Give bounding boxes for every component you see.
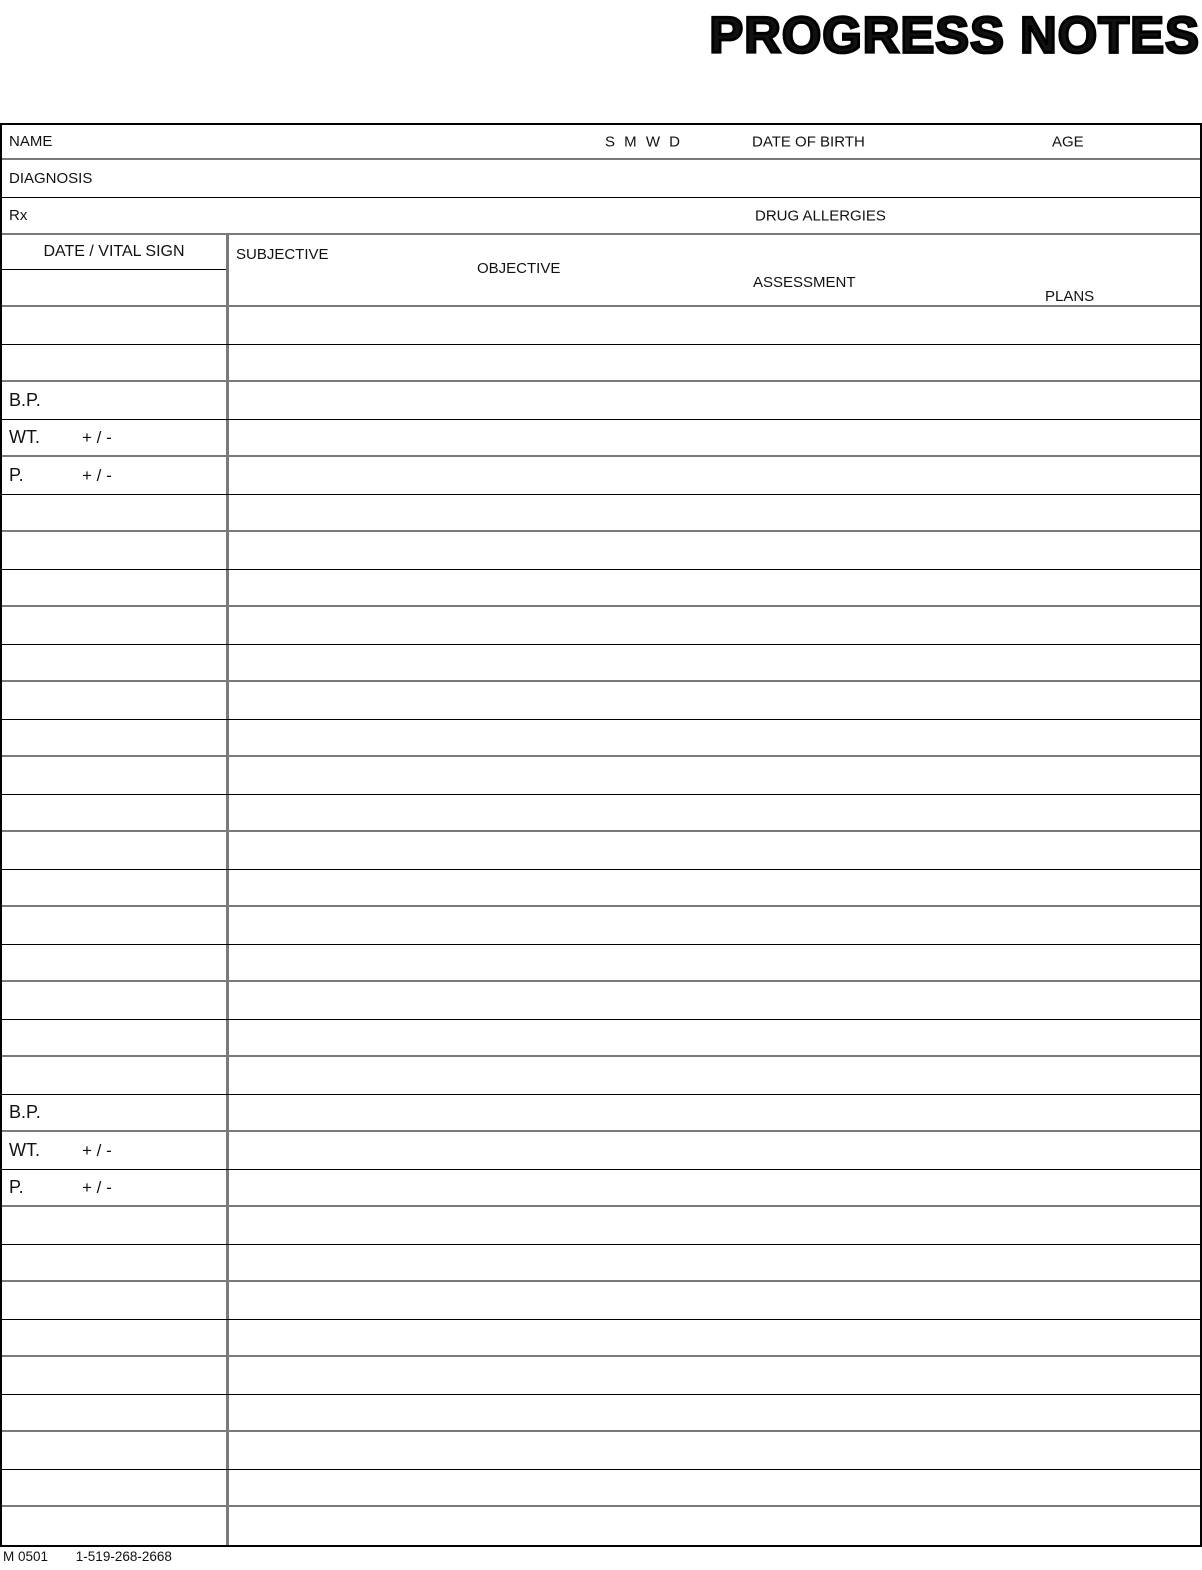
note-row bbox=[2, 720, 1200, 757]
date-vital-cell bbox=[2, 345, 229, 380]
note-cell bbox=[229, 1132, 1200, 1169]
note-row bbox=[2, 495, 1200, 532]
plans-label: PLANS bbox=[1045, 288, 1095, 305]
date-vital-cell bbox=[2, 1470, 229, 1505]
note-cell bbox=[229, 570, 1200, 605]
note-row bbox=[2, 345, 1200, 382]
note-row bbox=[2, 420, 1200, 457]
form-number: M 0501 bbox=[3, 1549, 49, 1564]
plus-minus-label: + / - bbox=[82, 427, 112, 447]
note-cell bbox=[229, 420, 1200, 455]
note-row bbox=[2, 1320, 1200, 1357]
note-cell bbox=[229, 907, 1200, 944]
age-label: AGE bbox=[1052, 133, 1084, 150]
note-row bbox=[2, 757, 1200, 795]
notes-grid bbox=[2, 307, 1200, 1545]
note-cell bbox=[229, 1395, 1200, 1430]
note-row bbox=[2, 1207, 1200, 1245]
date-vital-cell bbox=[2, 1320, 229, 1355]
date-of-birth-label: DATE OF BIRTH bbox=[752, 133, 865, 150]
date-vital-header-cell bbox=[2, 235, 229, 305]
note-cell bbox=[229, 1057, 1200, 1094]
date-vital-cell bbox=[2, 795, 229, 830]
note-cell bbox=[229, 607, 1200, 644]
note-row bbox=[2, 1282, 1200, 1320]
date-vital-cell bbox=[2, 1245, 229, 1280]
date-vital-cell bbox=[2, 757, 229, 794]
note-row bbox=[2, 907, 1200, 945]
note-cell bbox=[229, 1470, 1200, 1505]
date-vital-cell bbox=[2, 307, 229, 344]
note-row bbox=[2, 1020, 1200, 1057]
note-cell bbox=[229, 495, 1200, 530]
note-row bbox=[2, 945, 1200, 982]
note-cell bbox=[229, 457, 1200, 494]
date-vital-cell bbox=[2, 1170, 229, 1205]
date-vital-cell bbox=[2, 532, 229, 569]
note-cell bbox=[229, 795, 1200, 830]
marital-status-label: S M W D bbox=[605, 133, 683, 150]
date-vital-cell bbox=[2, 1357, 229, 1394]
name-label: NAME bbox=[9, 133, 53, 150]
note-cell bbox=[229, 1320, 1200, 1355]
date-vital-cell bbox=[2, 645, 229, 680]
date-vital-cell bbox=[2, 1282, 229, 1319]
note-row bbox=[2, 382, 1200, 420]
note-row bbox=[2, 870, 1200, 907]
note-cell bbox=[229, 720, 1200, 755]
date-vital-cell bbox=[2, 1020, 229, 1055]
date-vital-cell bbox=[2, 1395, 229, 1430]
note-row bbox=[2, 570, 1200, 607]
date-vital-cell bbox=[2, 907, 229, 944]
note-cell bbox=[229, 345, 1200, 380]
date-vital-cell bbox=[2, 1095, 229, 1130]
form-title: PROGRESS NOTES bbox=[709, 6, 1200, 64]
rx-row bbox=[2, 198, 1200, 235]
plus-minus-label: + / - bbox=[82, 465, 112, 485]
note-row bbox=[2, 795, 1200, 832]
form-footer bbox=[3, 1549, 172, 1564]
drug-allergies-label: DRUG ALLERGIES bbox=[755, 207, 886, 224]
note-row bbox=[2, 1170, 1200, 1207]
date-vital-cell bbox=[2, 1432, 229, 1469]
date-vital-cell bbox=[2, 982, 229, 1019]
note-cell bbox=[229, 945, 1200, 980]
note-cell bbox=[229, 982, 1200, 1019]
note-row bbox=[2, 1395, 1200, 1432]
note-row bbox=[2, 1507, 1200, 1545]
note-row bbox=[2, 832, 1200, 870]
date-vital-cell bbox=[2, 457, 229, 494]
date-vital-cell bbox=[2, 382, 229, 419]
note-cell bbox=[229, 1357, 1200, 1394]
soap-header-band bbox=[2, 235, 1200, 307]
note-row bbox=[2, 1095, 1200, 1132]
note-cell bbox=[229, 1020, 1200, 1055]
note-row bbox=[2, 1057, 1200, 1095]
vital-label: WT. bbox=[9, 1140, 40, 1160]
note-cell bbox=[229, 1207, 1200, 1244]
note-cell bbox=[229, 870, 1200, 905]
date-vital-cell bbox=[2, 1207, 229, 1244]
date-vital-cell bbox=[2, 832, 229, 869]
diagnosis-row bbox=[2, 160, 1200, 198]
date-vital-cell bbox=[2, 870, 229, 905]
patient-name-row bbox=[2, 125, 1200, 160]
date-vital-header-blank bbox=[2, 270, 226, 305]
note-cell bbox=[229, 757, 1200, 794]
note-cell bbox=[229, 1507, 1200, 1545]
date-vital-cell bbox=[2, 1132, 229, 1169]
note-cell bbox=[229, 1245, 1200, 1280]
note-cell bbox=[229, 1170, 1200, 1205]
plus-minus-label: + / - bbox=[82, 1177, 112, 1197]
note-cell bbox=[229, 832, 1200, 869]
vital-label: P. bbox=[9, 465, 24, 485]
assessment-label: ASSESSMENT bbox=[753, 274, 856, 291]
note-row bbox=[2, 645, 1200, 682]
note-row bbox=[2, 457, 1200, 495]
plus-minus-label: + / - bbox=[82, 1140, 112, 1160]
date-vital-cell bbox=[2, 945, 229, 980]
vital-label: P. bbox=[9, 1177, 24, 1197]
date-vital-cell bbox=[2, 1057, 229, 1094]
note-cell bbox=[229, 307, 1200, 344]
vital-label: B.P. bbox=[9, 1102, 41, 1122]
note-cell bbox=[229, 1095, 1200, 1130]
note-row bbox=[2, 1432, 1200, 1470]
note-row bbox=[2, 682, 1200, 720]
note-cell bbox=[229, 1432, 1200, 1469]
date-vital-cell bbox=[2, 682, 229, 719]
date-vital-cell bbox=[2, 607, 229, 644]
date-vital-header bbox=[2, 235, 226, 270]
date-vital-cell bbox=[2, 495, 229, 530]
note-row bbox=[2, 532, 1200, 570]
note-row bbox=[2, 1357, 1200, 1395]
note-cell bbox=[229, 382, 1200, 419]
note-cell bbox=[229, 1282, 1200, 1319]
note-cell bbox=[229, 645, 1200, 680]
subjective-label: SUBJECTIVE bbox=[236, 246, 329, 263]
date-vital-cell bbox=[2, 1507, 229, 1545]
date-vital-cell bbox=[2, 570, 229, 605]
note-row bbox=[2, 1470, 1200, 1507]
note-cell bbox=[229, 532, 1200, 569]
vital-label: WT. bbox=[9, 427, 40, 447]
printer-phone: 1-519-268-2668 bbox=[75, 1549, 172, 1564]
date-vital-cell bbox=[2, 420, 229, 455]
diagnosis-label: DIAGNOSIS bbox=[9, 170, 93, 187]
note-row bbox=[2, 1132, 1200, 1170]
note-row bbox=[2, 1245, 1200, 1282]
note-row bbox=[2, 607, 1200, 645]
vital-label: B.P. bbox=[9, 390, 41, 410]
date-vital-cell bbox=[2, 720, 229, 755]
rx-label: Rx bbox=[9, 207, 28, 224]
date-vital-label: DATE / VITAL SIGN bbox=[43, 243, 185, 260]
objective-label: OBJECTIVE bbox=[477, 260, 561, 277]
note-cell bbox=[229, 682, 1200, 719]
note-row bbox=[2, 982, 1200, 1020]
progress-notes-form bbox=[0, 123, 1202, 1547]
note-row bbox=[2, 307, 1200, 345]
